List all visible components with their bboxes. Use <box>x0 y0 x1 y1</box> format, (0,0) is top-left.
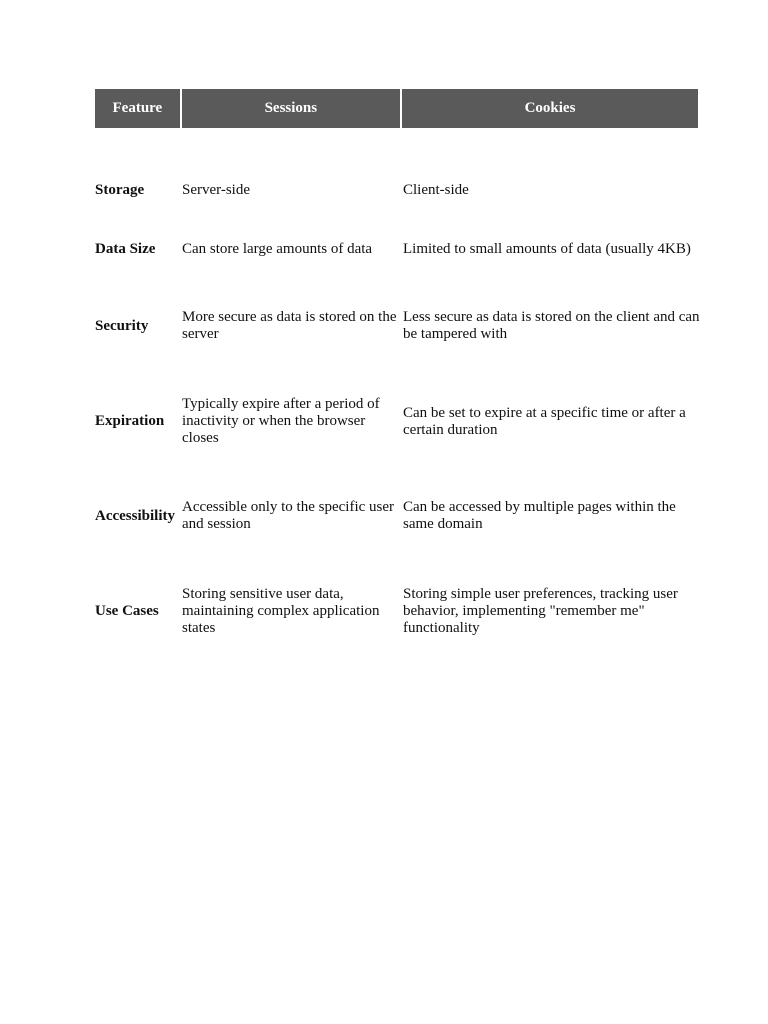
table-row-data-size <box>95 232 705 266</box>
row-feature-label: Expiration <box>95 413 165 429</box>
row-cookies-cell: Less secure as data is stored on the client and can be tampered with <box>403 309 700 342</box>
row-cookies-cell: Can be set to expire at a specific time or after a certain duration <box>403 404 686 438</box>
table-header-row <box>95 89 698 128</box>
row-cookies-cell: Limited to small amounts of data (usually 4KB) <box>403 240 691 257</box>
row-sessions-cell: More secure as data is stored on the server <box>182 309 397 342</box>
table-row-security <box>95 309 705 343</box>
table-row-expiration <box>95 396 705 447</box>
table-row-storage <box>95 182 705 199</box>
row-sessions-cell: Storing sensitive user data, maintaining complex application states <box>182 586 380 636</box>
row-feature-label: Storage <box>95 182 145 198</box>
row-sessions-cell: Can store large amounts of data <box>182 240 373 257</box>
header-cookies: Cookies <box>402 89 698 128</box>
row-sessions-cell: Server-side <box>182 182 251 198</box>
table-row-accessibility <box>95 499 705 533</box>
row-feature-label: Data Size <box>95 240 156 257</box>
row-feature-label: Use Cases <box>95 603 159 619</box>
row-cookies-cell: Client-side <box>403 182 469 198</box>
row-cookies-cell: Can be accessed by multiple pages within the same domain <box>403 499 676 532</box>
row-sessions-cell: Typically expire after a period of inactivity or when the browser closes <box>182 396 380 446</box>
header-feature: Feature <box>95 89 180 128</box>
table-row-use-cases <box>95 586 705 637</box>
row-cookies-cell: Storing simple user preferences, tracking user behavior, implementing "remember me" functionality <box>403 586 678 636</box>
header-sessions: Sessions <box>182 89 400 128</box>
row-feature-label: Accessibility <box>95 507 175 524</box>
row-feature-label: Security <box>95 317 149 334</box>
row-sessions-cell: Accessible only to the specific user and session <box>182 499 395 532</box>
